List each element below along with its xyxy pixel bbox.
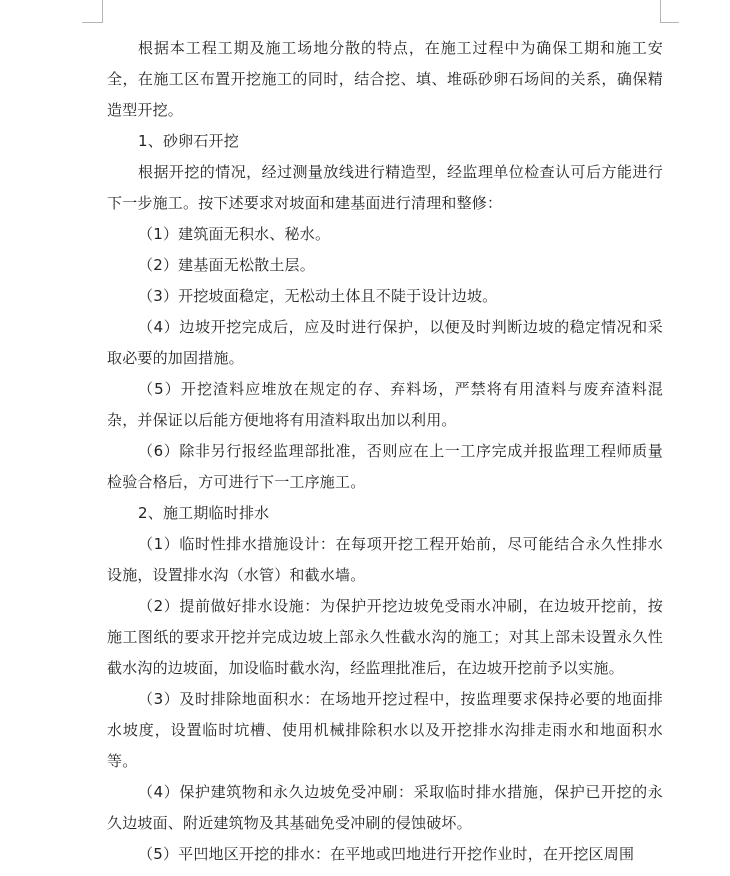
list-item: （4）保护建筑物和永久边坡免受冲刷：采取临时排水措施，保护已开挖的永久边坡面、附近建筑物及其基础免受冲刷的侵蚀破坏。 [107,783,663,832]
section-heading-2: 2、施工期临时排水 [138,504,270,522]
list-item: （5）开挖渣料应堆放在规定的存、弃料场，严禁将有用渣料与废弃渣料混杂，并保证以后能方便地将有用渣料取出加以利用。 [107,380,663,429]
list-item: （2）建基面无松散土层。 [138,256,315,274]
paragraph-intro: 根据本工程工期及施工场地分散的特点，在施工过程中为确保工期和施工安全，在施工区布置开挖施工的同时，结合挖、填、堆砾砂卵石场间的关系，确保精造型开挖。 [107,39,663,119]
list-item: （1）临时性排水措施设计：在每项开挖工程开始前，尽可能结合永久性排水设施，设置排水沟（水管）和截水墙。 [107,535,663,584]
paragraph: 根据开挖的情况，经过测量放线进行精造型，经监理单位检查认可后方能进行下一步施工。按下述要求对坡面和建基面进行清理和整修： [107,163,663,212]
list-item: （6）除非另行报经监理部批准，否则应在上一工序完成并报监理工程师质量检验合格后，方可进行下一工序施工。 [107,442,663,491]
list-item: （3）及时排除地面积水：在场地开挖过程中，按监理要求保持必要的地面排水坡度，设置临时坑槽、使用机械排除积水以及开挖排水沟排走雨水和地面积水等。 [107,690,663,770]
list-item: （5）平凹地区开挖的排水：在平地或凹地进行开挖作业时，在开挖区周围 [138,845,635,863]
list-item: （1）建筑面无积水、秘水。 [138,225,331,243]
list-item: （2）提前做好排水设施：为保护开挖边坡免受雨水冲刷，在边坡开挖前，按施工图纸的要求开挖并完成边坡上部永久性截水沟的施工；对其上部未设置永久性截水沟的边坡面，加设临时截水沟，经监理批准后，在边坡开挖前予以实施。 [107,597,663,677]
page-corner-mark-top-right [660,0,679,23]
list-item: （3）开挖坡面稳定，无松动土体且不陡于设计边坡。 [138,287,498,305]
page-corner-mark-top-left [82,0,103,23]
section-heading-1: 1、砂卵石开挖 [138,132,239,150]
document-page [107,33,663,870]
list-item: （4）边坡开挖完成后，应及时进行保护，以便及时判断边坡的稳定情况和采取必要的加固措施。 [107,318,663,367]
